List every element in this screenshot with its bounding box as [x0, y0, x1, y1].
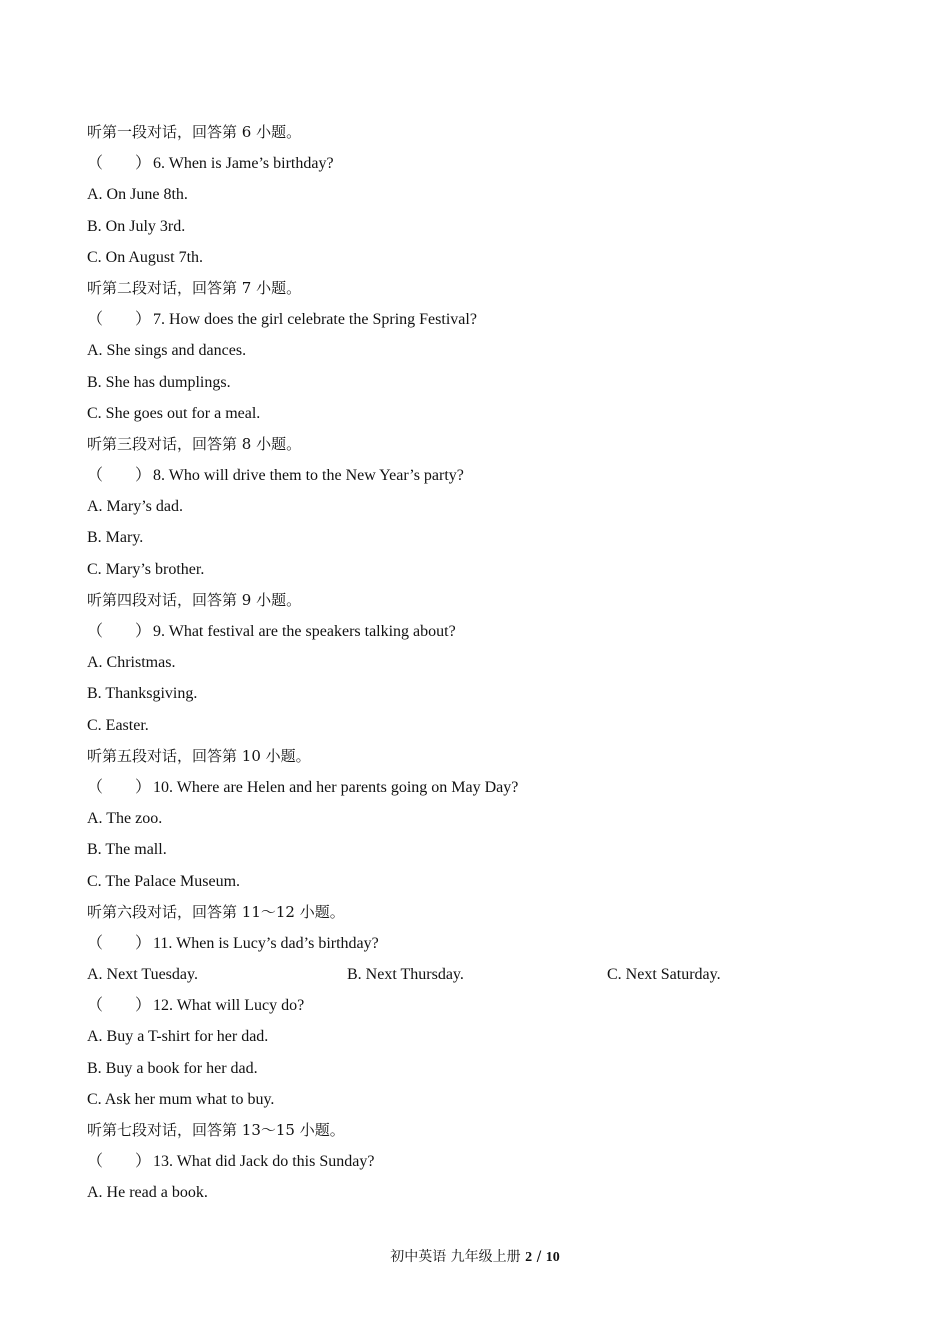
question-list — [87, 117, 867, 1209]
question-10 — [87, 772, 867, 803]
footer-course: 初中英语 九年级上册 — [390, 1249, 521, 1265]
question-8 — [87, 460, 867, 491]
option-b: B. The mall. — [87, 841, 167, 859]
option-c: C. Ask her mum what to buy. — [87, 1090, 275, 1108]
option-a: A. Mary’s dad. — [87, 498, 183, 516]
question-9 — [87, 616, 867, 647]
option-b: B. She has dumplings. — [87, 373, 231, 391]
option-b: B. Mary. — [87, 529, 144, 547]
option-b: B. Thanksgiving. — [87, 685, 198, 703]
option-c: C. Mary’s brother. — [87, 560, 205, 578]
question-text: 8. Who will drive them to the New Year’s party? — [153, 467, 464, 485]
answer-blank: （ ） — [87, 155, 152, 173]
section-heading: 听第三段对话，回答第 8 小题。 — [87, 434, 302, 453]
question-text: 11. When is Lucy’s dad’s birthday? — [153, 934, 379, 952]
answer-blank: （ ） — [87, 311, 152, 329]
question-11 — [87, 928, 867, 959]
option-a: A. Buy a T-shirt for her dad. — [87, 1028, 269, 1046]
question-7 — [87, 304, 867, 335]
option-c: C. The Palace Museum. — [87, 872, 241, 890]
answer-blank: （ ） — [87, 467, 152, 485]
question-6 — [87, 148, 867, 179]
question-text: 7. How does the girl celebrate the Spring Festival? — [153, 311, 477, 329]
option-a: A. He read a book. — [87, 1184, 208, 1202]
footer-separator: / — [536, 1249, 542, 1265]
footer-page-number: 2 — [525, 1250, 533, 1265]
answer-blank: （ ） — [87, 1153, 152, 1171]
options-row — [87, 959, 867, 990]
option-c: C. Next Saturday. — [607, 966, 721, 984]
question-text: 13. What did Jack do this Sunday? — [153, 1153, 375, 1171]
answer-blank: （ ） — [87, 997, 152, 1015]
section-heading: 听第二段对话，回答第 7 小题。 — [87, 278, 302, 297]
page-footer — [0, 1246, 950, 1266]
option-c: C. She goes out for a meal. — [87, 404, 261, 422]
option-a: A. Next Tuesday. — [87, 966, 198, 984]
section-heading: 听第七段对话，回答第 13～15 小题。 — [87, 1121, 345, 1139]
question-12 — [87, 990, 867, 1021]
question-text: 9. What festival are the speakers talking about? — [153, 623, 456, 640]
question-text: 12. What will Lucy do? — [153, 997, 305, 1015]
question-text: 10. Where are Helen and her parents going on May Day? — [153, 778, 519, 796]
option-a: A. Christmas. — [87, 654, 176, 672]
footer-page-total: 10 — [545, 1250, 560, 1265]
section-heading: 听第四段对话，回答第 9 小题。 — [87, 590, 302, 609]
option-c: C. Easter. — [87, 716, 149, 734]
option-b: B. Next Thursday. — [347, 966, 464, 984]
section-heading: 听第五段对话，回答第 10 小题。 — [87, 746, 311, 765]
section-heading: 听第六段对话，回答第 11～12 小题。 — [87, 902, 345, 921]
option-c: C. On August 7th. — [87, 248, 204, 266]
answer-blank: （ ） — [87, 623, 152, 640]
question-13 — [87, 1146, 867, 1177]
option-a: A. She sings and dances. — [87, 342, 247, 360]
option-a: A. The zoo. — [87, 810, 163, 828]
option-b: B. On July 3rd. — [87, 217, 186, 235]
option-b: B. Buy a book for her dad. — [87, 1059, 258, 1077]
option-a: A. On June 8th. — [87, 186, 188, 204]
answer-blank: （ ） — [87, 934, 152, 952]
answer-blank: （ ） — [87, 778, 152, 796]
section-heading: 听第一段对话，回答第 6 小题。 — [87, 123, 302, 141]
question-text: 6. When is Jame’s birthday? — [153, 155, 334, 173]
